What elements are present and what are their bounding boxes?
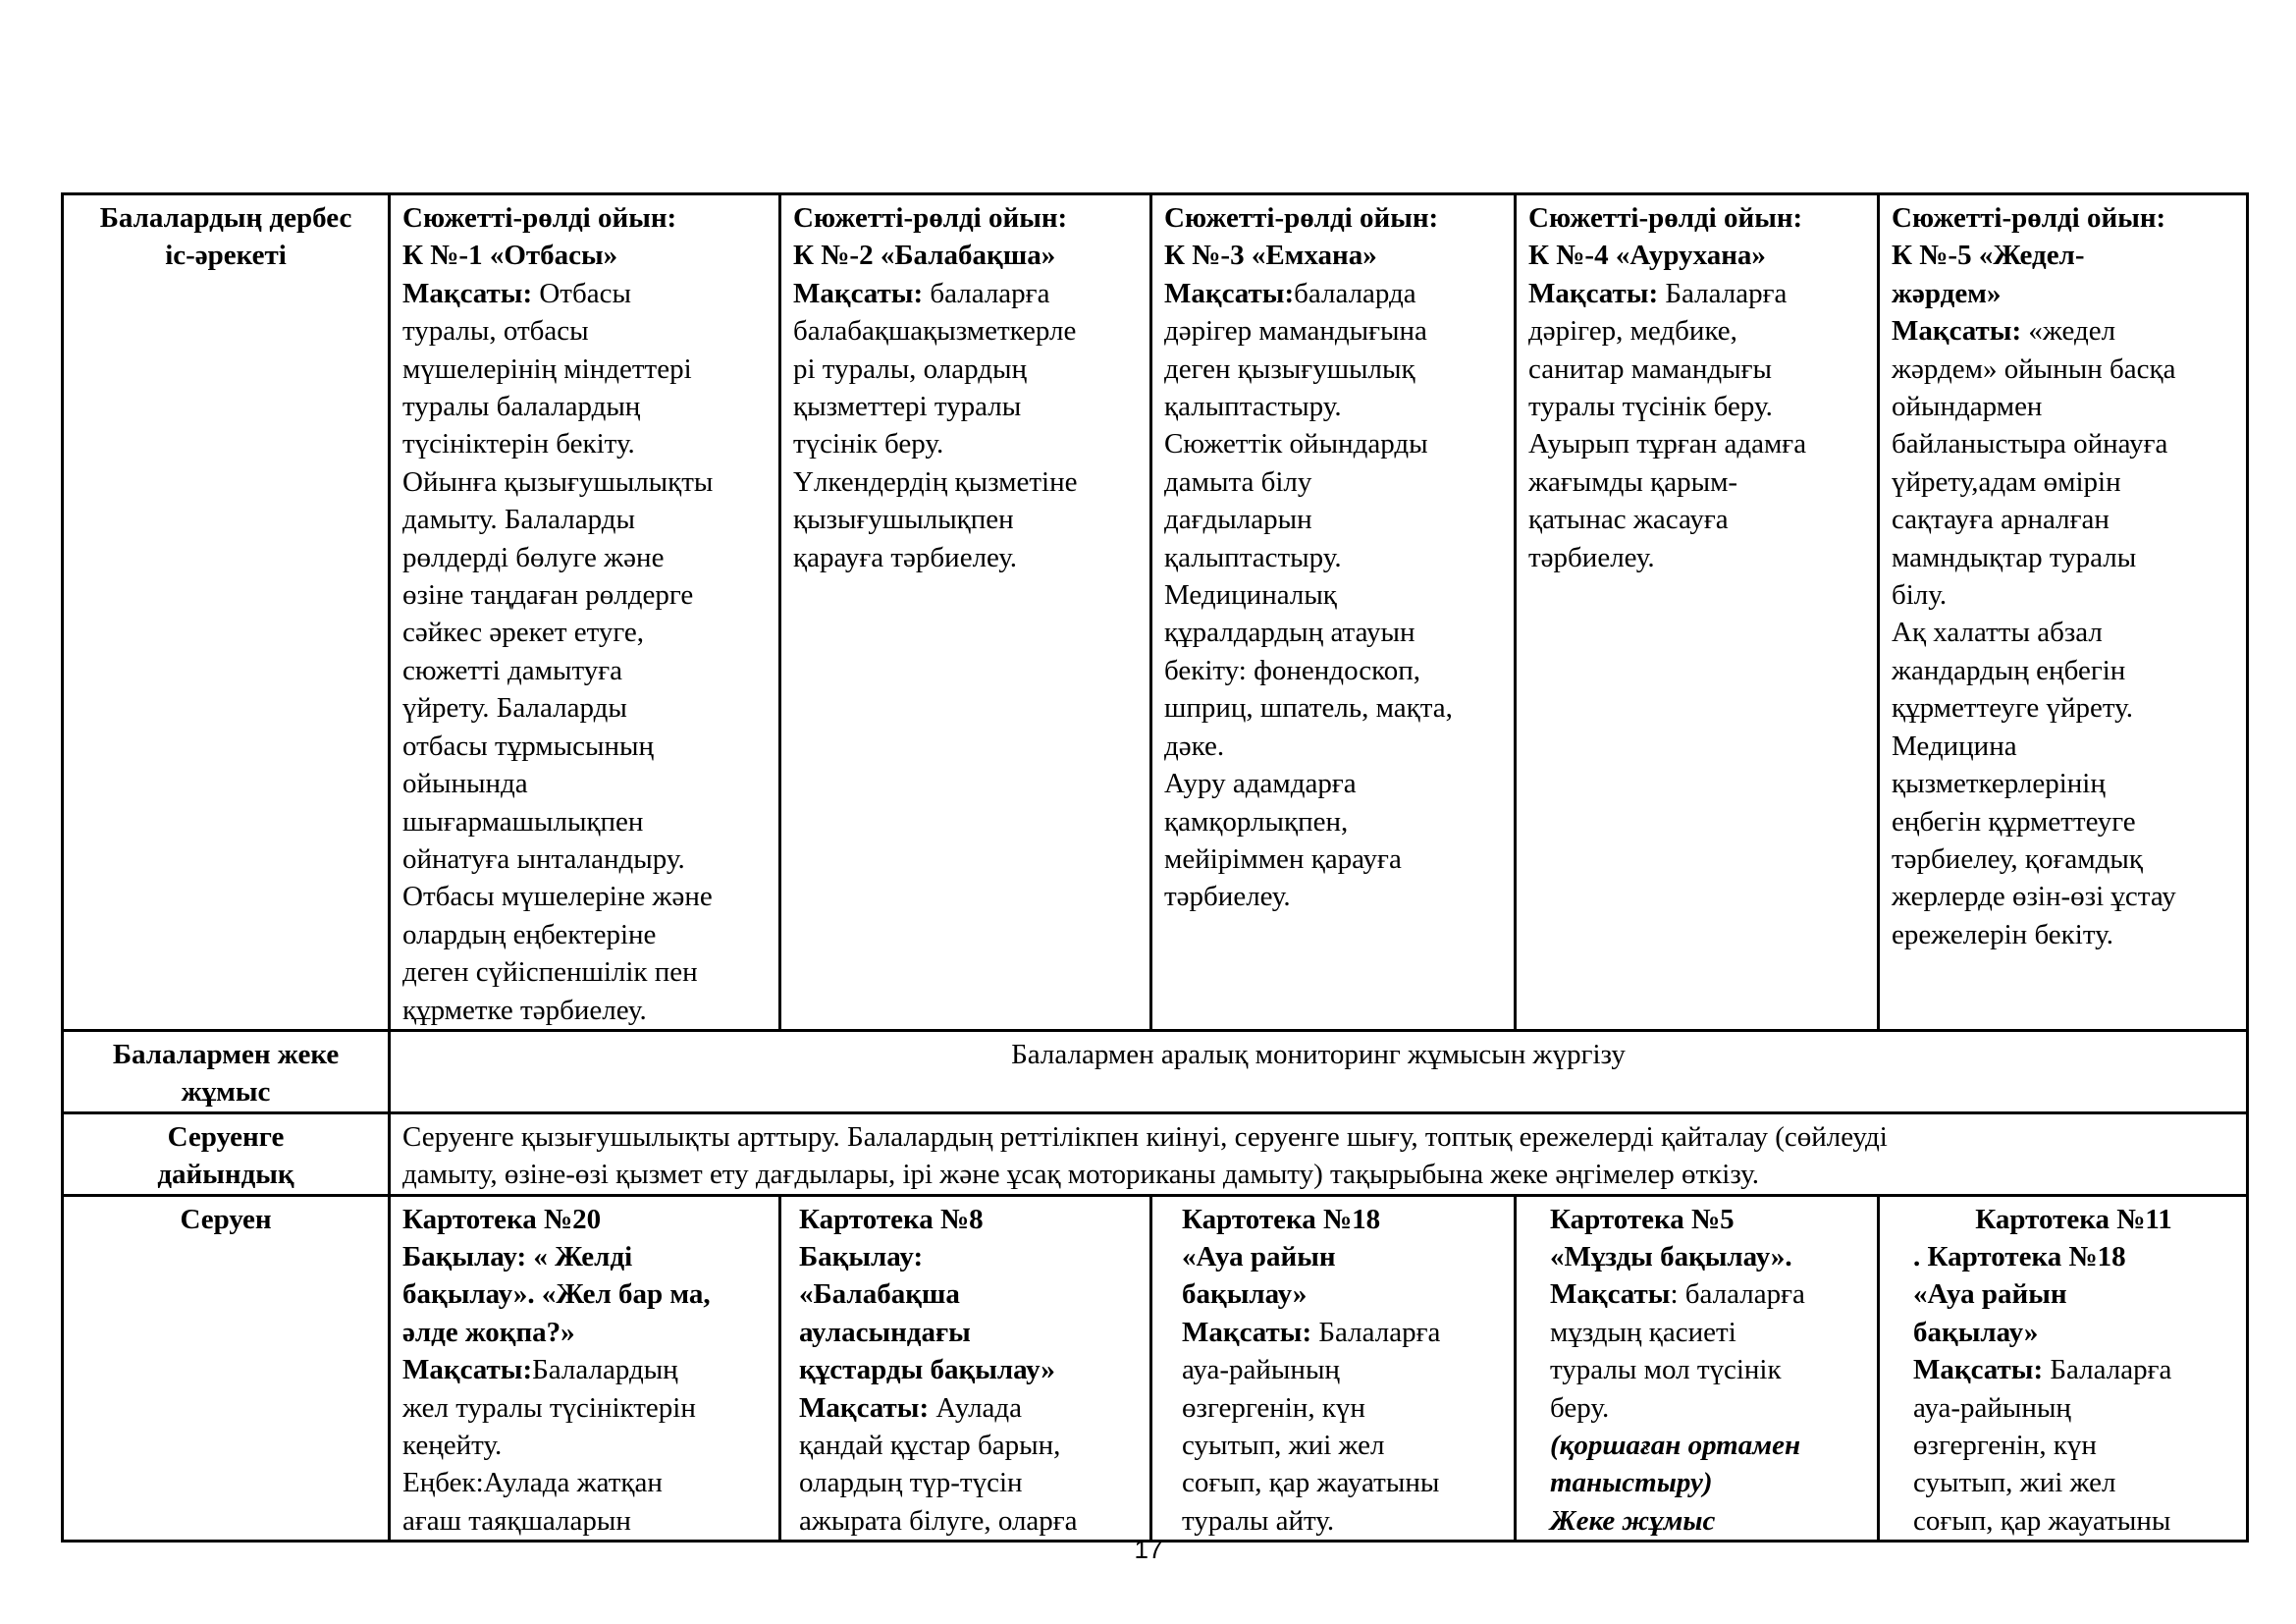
individual-work-text: Балалармен аралық мониторинг жұмысын жүргізу [390, 1031, 2248, 1113]
table-row [63, 194, 2248, 1031]
table-row [63, 1112, 2248, 1195]
walk-cell-4: Картотека №5 «Мұзды бақылау». Мақсаты: балаларға мұздың қасиеті туралы мол түсінік беру. (қоршаған ортамен таныстыру) Жеке жұмыс [1516, 1195, 1879, 1542]
role-play-cell-3: Сюжетті-рөлді ойын: К №-3 «Емхана» Мақсаты:балаларда дәрігер мамандығына деген қызығушылық қалыптастыру. Сюжеттік ойындарды дамыта білу дағдыларын қалыптастыру. Медициналық құралдардың атауын бекіту: фонендоскоп, шприц, шпатель, мақта, дәке. Ауру адамдарға қамқорлықпен, мейіріммен қарауға тәрбиелеу. [1151, 194, 1516, 1031]
walk-cell-5: Картотека №11 . Картотека №18 «Ауа райын бақылау» Мақсаты: Балаларға ауа-райының өзгергенін, күн суытып, жиі жел соғып, қар жауатыны [1879, 1195, 2248, 1542]
role-play-cell-4: Сюжетті-рөлді ойын: К №-4 «Аурухана» Мақсаты: Балаларға дәрігер, медбике, санитар мамандығы туралы түсінік беру. Ауырып тұрған адамға жағымды қарым- қатынас жасауға тәрбиелеу. [1516, 194, 1879, 1031]
row-header-independent-activity: Балалардың дербес іс-әрекеті [63, 194, 390, 1031]
row-header-walk-preparation: Серуенге дайындық [63, 1112, 390, 1195]
page-number: 17 [1134, 1535, 1163, 1564]
role-play-cell-2: Сюжетті-рөлді ойын: К №-2 «Балабақша» Мақсаты: балаларға балабақшақызметкерле рі туралы, олардың қызметтері туралы түсінік беру. Үлкендердің қызметіне қызығушылықпен қарауға тәрбиелеу. [780, 194, 1151, 1031]
walk-cell-3: Картотека №18 «Ауа райын бақылау» Мақсаты: Балаларға ауа-райының өзгергенін, күн суытып, жиі жел соғып, қар жауатыны туралы айту. [1151, 1195, 1516, 1542]
role-play-cell-1: Сюжетті-рөлді ойын: К №-1 «Отбасы» Мақсаты: Отбасы туралы, отбасы мүшелерінің міндеттері туралы балалардың түсініктерін бекіту. Ойынға қызығушылықты дамыту. Балаларды рөлдерді бөлуге және өзіне таңдаған рөлдерге сәйкес әрекет етуге, сюжетті дамытуға үйрету. Балаларды отбасы тұрмысының ойынында шығармашылықпен ойнатуға ынталандыру. Отбасы мүшелеріне және олардың еңбектеріне деген сүйіспеншілік пен құрметке тәрбиелеу. [390, 194, 780, 1031]
row-header-walk: Серуен [63, 1195, 390, 1542]
walk-cell-2: Картотека №8 Бақылау: «Балабақша ауласындағы құстарды бақылау» Мақсаты: Аулада қандай құстар барын, олардың түр-түсін ажырата білуге, оларға [780, 1195, 1151, 1542]
row-header-individual-work: Балалармен жеке жұмыс [63, 1031, 390, 1113]
plan-table [61, 192, 2249, 1543]
walk-preparation-text: Серуенге қызығушылықты арттыру. Балалардың реттілікпен киінуі, серуенге шығу, топтық ережелерді қайталау (сөйлеуді дамыту, өзіне-өзі қызмет ету дағдылары, ірі және ұсақ моториканы дамыту) тақырыбына жеке әңгімелер өткізу. [390, 1112, 2248, 1195]
role-play-cell-5: Сюжетті-рөлді ойын: К №-5 «Жедел- жәрдем» Мақсаты: «жедел жәрдем» ойынын басқа ойындармен байланыстыра ойнауға үйрету,адам өмірін сақтауға арналған мамндықтар туралы білу. Ақ халатты абзал жандардың еңбегін құрметтеуге үйрету. Медицина қызметкерлерінің еңбегін құрметтеуге тәрбиелеу, қоғамдық жерлерде өзін-өзі ұстау ережелерін бекіту. [1879, 194, 2248, 1031]
table-row [63, 1031, 2248, 1113]
table-row [63, 1195, 2248, 1542]
walk-cell-1: Картотека №20 Бақылау: « Желді бақылау». «Жел бар ма, әлде жоқпа?» Мақсаты:Балалардың жел туралы түсініктерін кеңейту. Еңбек:Аулада жатқан ағаш таяқшаларын [390, 1195, 780, 1542]
